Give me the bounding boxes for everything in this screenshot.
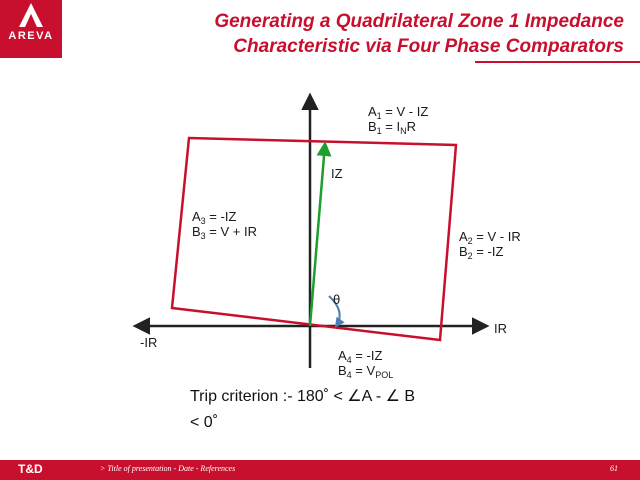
title-line-2: Characteristic via Four Phase Comparators	[233, 36, 624, 57]
page-number: 61	[610, 464, 618, 473]
a3-b3-label: $A_3 = -IZ$ $B_3 = V$ + IR	[192, 209, 257, 241]
a2-b2-label: $A_2 = V$ - IR $B_2 = -IZ$	[459, 229, 521, 261]
trip-criterion-line-1: Trip criterion :- 180˚ < ∠A - ∠ B	[190, 388, 416, 405]
ir-label: IR	[494, 321, 507, 336]
logo-text: AREVA	[8, 30, 54, 42]
footer-bar	[0, 460, 640, 480]
neg-ir-label: -IR	[140, 335, 158, 350]
a1-b1-label: $A_1 = V$ - IZ $B_1 = I_NR$	[368, 104, 429, 136]
iz-vector	[310, 144, 325, 326]
quadrilateral-boundary	[172, 138, 456, 340]
footer-td-label: T&D	[18, 462, 43, 476]
footer-reference: > Title of presentation - Date - References	[100, 464, 236, 473]
theta-label: θ	[333, 292, 341, 307]
title-line-1: Generating a Quadrilateral Zone 1 Impedance	[214, 11, 624, 32]
a4-b4-label: $A_4 = -IZ$ $B_4 = V_{POL}$	[338, 348, 394, 380]
trip-criterion-line-2: < 0˚	[190, 414, 219, 431]
iz-label: IZ	[331, 166, 343, 181]
